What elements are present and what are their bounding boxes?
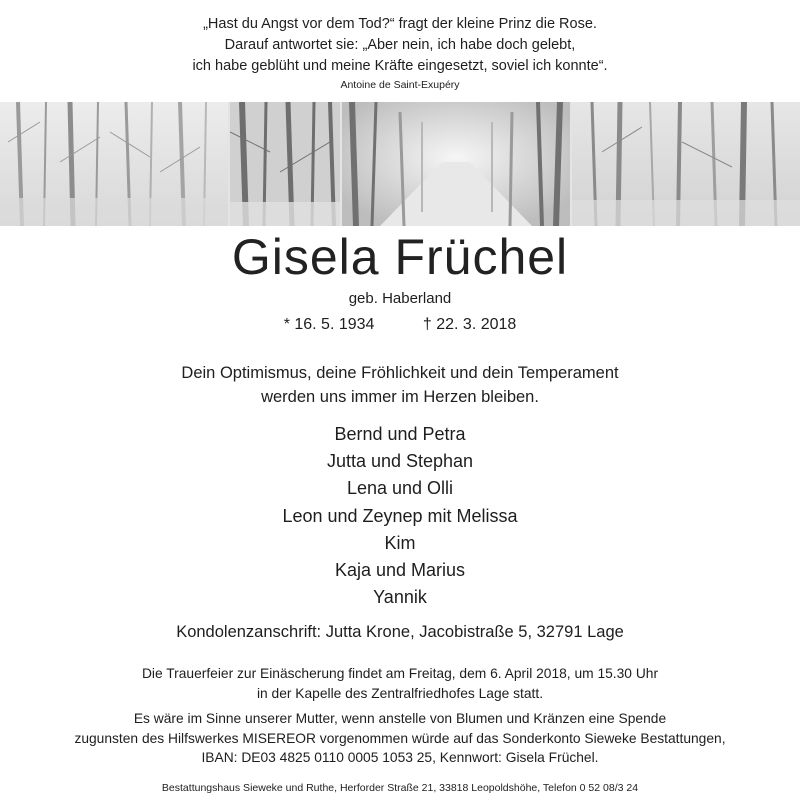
forest-panel-path [342,102,570,226]
mourner-entry: Lena und Olli [346,478,454,499]
birth-date: * 16. 5. 1934 [283,316,375,333]
life-dates [0,316,800,334]
mourners-list [0,421,800,611]
quote-line: Darauf antwortet sie: „Aber nein, ich habe doch gelebt, [224,37,576,53]
funeral-notice [0,664,800,703]
funeral-home-footer: Bestattungshaus Sieweke und Ruthe, Herforder Straße 21, 33818 Leopoldshöhe, Telefon 0 52 08/3 24 [161,782,639,794]
quote-author: Antoine de Saint-Exupéry [340,79,460,91]
quote-line: „Hast du Angst vor dem Tod?“ fragt der kleine Prinz die Rose. [203,16,597,32]
death-date: † 22. 3. 2018 [422,316,517,333]
tribute-text [0,361,800,409]
quote-line: ich habe geblüht und meine Kräfte eingesetzt, soviel ich konnte“. [192,58,608,74]
maiden-name: geb. Haberland [348,290,452,307]
forest-panel-left [0,102,228,226]
forest-banner-image [0,102,800,226]
forest-panel-right [572,102,800,226]
donation-line: IBAN: DE03 4825 0110 0005 1053 25, Kennwort: Gisela Früchel. [201,750,599,765]
condolence-address: Kondolenzanschrift: Jutta Krone, Jacobistraße 5, 32791 Lage [176,623,624,641]
forest-panel-middle-left [230,102,340,226]
donation-line: Es wäre im Sinne unserer Mutter, wenn anstelle von Blumen und Kränzen eine Spende [133,711,667,726]
deceased-name: Gisela Früchel [231,229,569,285]
tribute-line: werden uns immer im Herzen bleiben. [261,388,539,406]
mourner-entry: Jutta und Stephan [326,451,474,472]
mourner-entry: Kaja und Marius [334,560,466,581]
funeral-line: Die Trauerfeier zur Einäscherung findet am Freitag, dem 6. April 2018, um 15.30 Uhr [141,666,659,681]
funeral-line: in der Kapelle des Zentralfriedhofes Lage statt. [256,685,544,701]
donation-notice [0,709,800,768]
mourner-entry: Yannik [373,587,427,608]
donation-line: zugunsten des Hilfswerkes MISEREOR vorgenommen würde auf das Sonderkonto Sieweke Bestattungen, [74,730,726,746]
tribute-line: Dein Optimismus, deine Fröhlichkeit und dein Temperament [181,364,619,382]
opening-quote [0,14,800,77]
mourner-entry: Leon und Zeynep mit Melissa [282,505,518,526]
mourner-entry: Kim [384,532,416,553]
mourner-entry: Bernd und Petra [334,424,466,444]
